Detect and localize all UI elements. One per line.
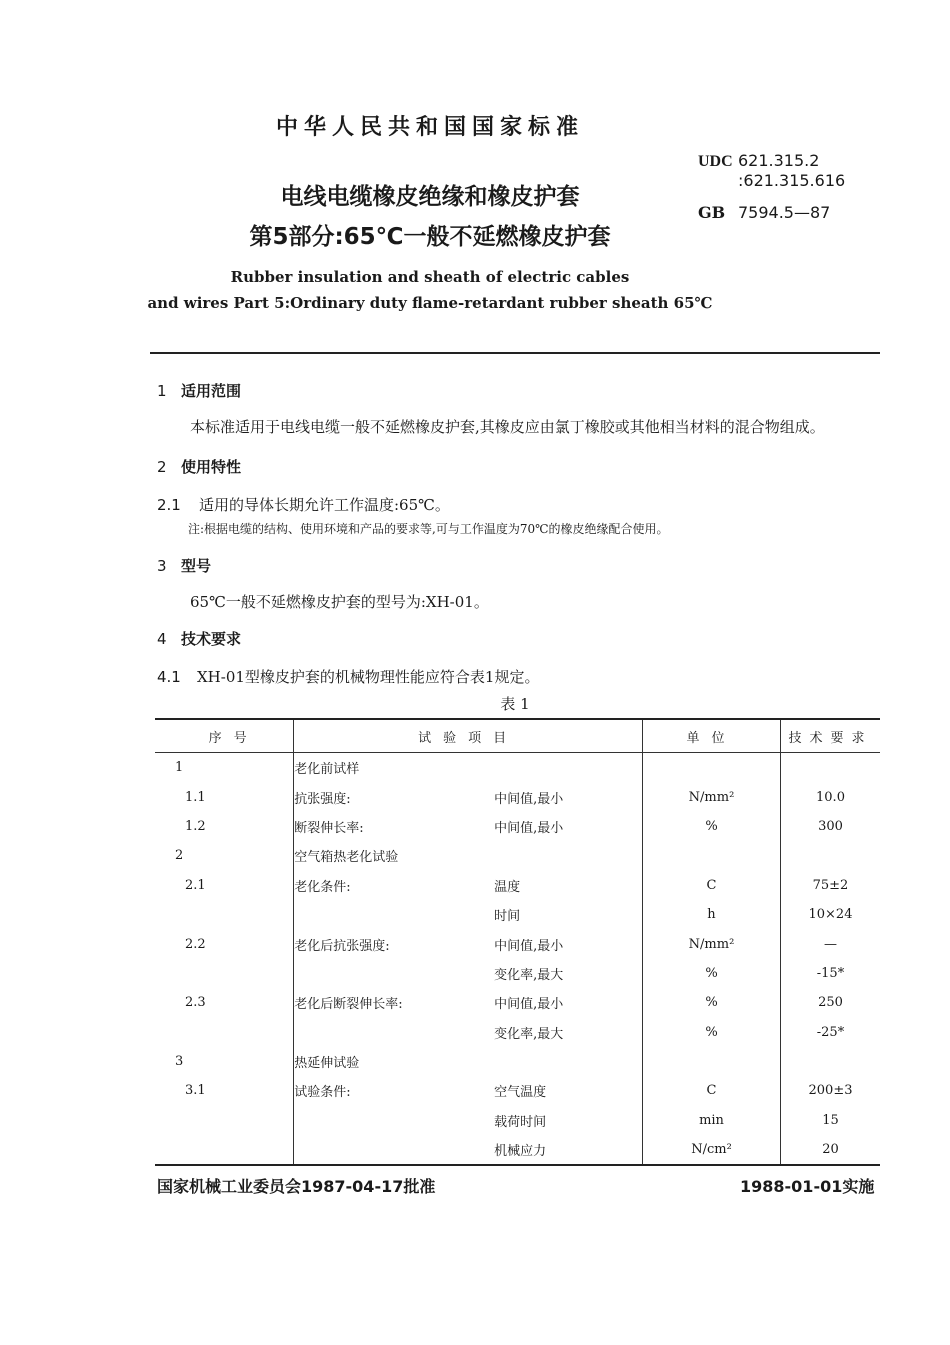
section-3-body: 65℃一般不延燃橡皮护套的型号为:XH-01。 — [190, 593, 489, 611]
table-row — [155, 988, 880, 1017]
title-en-line1: Rubber insulation and sheath of electric cables — [230, 268, 630, 286]
table-row — [155, 753, 880, 783]
row-item — [294, 959, 494, 988]
row-seq: 2.3 — [185, 995, 206, 1011]
row-seq: 2 — [175, 848, 184, 864]
title-cn-line2: 第5部分:65℃一般不延燃橡皮护套 — [249, 224, 611, 250]
section-4-1-body: XH-01型橡皮护套的机械物理性能应符合表1规定。 — [197, 668, 540, 686]
row-unit: C — [643, 1076, 781, 1105]
table-caption: 表 1 — [500, 695, 530, 713]
row-unit: % — [643, 1018, 781, 1047]
row-unit: % — [643, 988, 781, 1017]
section-2-note: 注:根据电缆的结构、使用环境和产品的要求等,可与工作温度为70℃的橡皮绝缘配合使用。 — [188, 522, 669, 536]
section-1-heading — [157, 380, 241, 401]
title-en-line2: and wires Part 5:Ordinary duty flame-retardant rubber sheath 65℃ — [147, 294, 713, 312]
row-unit: h — [643, 900, 781, 929]
row-condition: 变化率,最大 — [494, 1026, 564, 1042]
row-requirement — [780, 753, 880, 783]
effective-line: 1988-01-01实施 — [740, 1177, 875, 1196]
row-seq: 3 — [175, 1054, 184, 1070]
row-condition: 温度 — [494, 879, 521, 895]
header-divider — [150, 352, 880, 354]
table-row — [155, 1135, 880, 1165]
row-condition: 时间 — [494, 909, 521, 925]
row-condition: 中间值,最小 — [494, 938, 564, 954]
section-2-1-body: 适用的导体长期允许工作温度:65℃。 — [199, 496, 450, 514]
table-row — [155, 782, 880, 811]
row-seq — [155, 959, 294, 988]
row-seq — [155, 1018, 294, 1047]
table-header-row — [155, 719, 880, 753]
row-seq: 1.1 — [185, 789, 206, 805]
row-requirement: 300 — [780, 812, 880, 841]
row-condition: 空气温度 — [494, 1085, 547, 1101]
table-row — [155, 841, 880, 870]
section-4-1 — [157, 666, 539, 687]
header-item: 试验项目 — [294, 719, 643, 753]
row-requirement: 10.0 — [780, 782, 880, 811]
row-seq — [155, 1106, 294, 1135]
row-unit: N/cm² — [643, 1135, 781, 1165]
section-3-title: 型号 — [181, 557, 212, 575]
table-row — [155, 1018, 880, 1047]
row-condition — [494, 1047, 642, 1076]
row-condition: 机械应力 — [494, 1135, 642, 1165]
row-requirement: -15* — [780, 959, 880, 988]
section-2-1-number: 2.1 — [157, 496, 181, 514]
row-condition: 中间值,最小 — [494, 820, 564, 836]
row-unit: N/mm² — [643, 929, 781, 958]
row-requirement: -25* — [780, 1018, 880, 1047]
section-2-heading — [157, 456, 241, 477]
table-row — [155, 1076, 880, 1105]
row-seq: 1 — [175, 760, 184, 776]
row-unit: N/mm² — [643, 782, 781, 811]
row-seq — [155, 1135, 294, 1165]
row-unit: % — [643, 959, 781, 988]
header-unit: 单位 — [643, 719, 781, 753]
row-item: 老化前试样 — [294, 753, 494, 783]
gb-label: GB — [698, 203, 726, 222]
row-requirement: 20 — [780, 1135, 880, 1165]
row-condition: 载荷时间 — [494, 1114, 547, 1130]
section-3-number: 3 — [157, 557, 167, 575]
section-2-number: 2 — [157, 458, 167, 476]
row-condition: 变化率,最大 — [494, 967, 564, 983]
row-item: 热延伸试验 — [294, 1047, 494, 1076]
section-2-1 — [157, 494, 450, 515]
row-seq — [155, 900, 294, 929]
row-item: 老化条件: — [294, 871, 494, 900]
section-3-heading — [157, 555, 211, 576]
row-condition — [494, 841, 642, 870]
table-row — [155, 1106, 880, 1135]
row-requirement: — — [780, 929, 880, 958]
table-row — [155, 900, 880, 929]
title-cn-line1: 电线电缆橡皮绝缘和橡皮护套 — [280, 184, 580, 210]
row-unit — [643, 841, 781, 870]
row-unit — [643, 753, 781, 783]
section-4-title: 技术要求 — [181, 630, 242, 648]
row-requirement: 200±3 — [780, 1076, 880, 1105]
row-requirement: 10×24 — [780, 900, 880, 929]
row-item — [294, 1018, 494, 1047]
approval-line: 国家机械工业委员会1987-04-17批准 — [157, 1177, 436, 1196]
row-item — [294, 1106, 494, 1135]
section-1-body: 本标准适用于电线电缆一般不延燃橡皮护套,其橡皮应由氯丁橡胶或其他相当材料的混合物组成。 — [190, 418, 825, 436]
table-row — [155, 1047, 880, 1076]
section-1-title: 适用范围 — [181, 382, 242, 400]
row-unit: min — [643, 1106, 781, 1135]
section-4-heading — [157, 628, 241, 649]
row-item — [294, 900, 494, 929]
row-item: 老化后断裂伸长率: — [294, 988, 494, 1017]
row-unit: C — [643, 871, 781, 900]
udc-label: UDC — [698, 153, 733, 170]
row-requirement — [780, 1047, 880, 1076]
section-4-number: 4 — [157, 630, 167, 648]
table-row — [155, 812, 880, 841]
section-4-1-number: 4.1 — [157, 668, 181, 686]
row-requirement — [780, 841, 880, 870]
row-seq: 3.1 — [185, 1083, 206, 1099]
section-1-number: 1 — [157, 382, 167, 400]
header-seq: 序号 — [155, 719, 294, 753]
row-condition: 中间值,最小 — [494, 791, 564, 807]
header-req: 技术要求 — [780, 719, 880, 753]
row-item: 老化后抗张强度: — [294, 929, 494, 958]
gb-number: 7594.5—87 — [738, 203, 831, 222]
row-unit — [643, 1047, 781, 1076]
spec-table — [155, 718, 880, 1166]
row-seq: 1.2 — [185, 818, 206, 834]
udc-code-2: :621.315.616 — [738, 171, 846, 190]
national-standard-heading: 中华人民共和国国家标准 — [275, 115, 584, 140]
table-row — [155, 871, 880, 900]
row-item: 空气箱热老化试验 — [294, 841, 494, 870]
row-item — [294, 1135, 494, 1165]
section-2-title: 使用特性 — [181, 458, 242, 476]
row-seq: 2.1 — [185, 877, 206, 893]
row-unit: % — [643, 812, 781, 841]
row-item: 抗张强度: — [294, 782, 494, 811]
udc-code-1: 621.315.2 — [738, 151, 820, 170]
table-row — [155, 929, 880, 958]
row-seq: 2.2 — [185, 936, 206, 952]
row-condition — [494, 753, 642, 783]
row-requirement: 75±2 — [780, 871, 880, 900]
row-condition: 中间值,最小 — [494, 997, 564, 1013]
row-requirement: 250 — [780, 988, 880, 1017]
row-item: 试验条件: — [294, 1076, 494, 1105]
row-item: 断裂伸长率: — [294, 812, 494, 841]
table-row — [155, 959, 880, 988]
row-requirement: 15 — [780, 1106, 880, 1135]
